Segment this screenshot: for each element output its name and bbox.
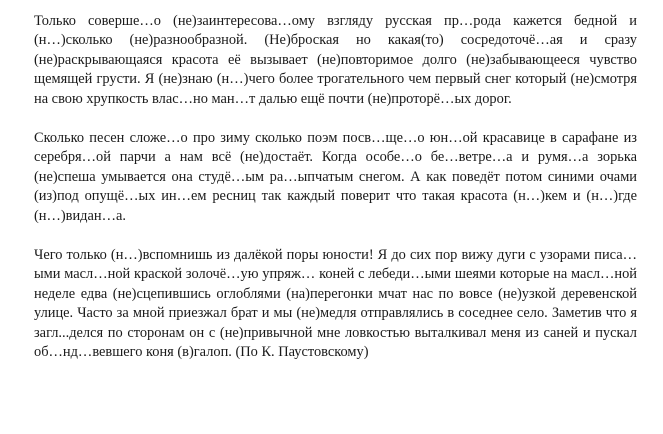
document-text <box>34 12 637 363</box>
paragraph-3: Чего только (н…)вспомнишь из далёкой поры юности! Я до сих пор вижу дуги с узорами писа…ыми масл…ной краской золочё…ую упряж… коней с лебеди…ыми шеями которые на масл…ной неделе едва (не)сцепившись оглоблями (на)перегонки мчат нас по вовсе (не)узкой деревенской улице. Часто за мной приезжал брат и мы (не)медля отправлялись в соседнее село. Заметив что я загл...делся по сторонам он с (не)привычной мне ловкостью выталкивал меня из саней и пускал об…нд…вевшего коня (в)галоп. (По К. Паустовскому) <box>34 247 637 361</box>
paragraph-2: Сколько песен сложе…о про зиму сколько поэм посв…ще…о юн…ой красавице в сарафане из серебря…ой парчи а нам всё (не)достаёт. Когда особе…о бе…ветре…а и румя…а зорька (не)спеша умывается она студё…ым ра…ыпчатым снегом. А как поведёт потом синими очами (из)под опущё…ых ин…ем ресниц так каждый поверит что такая красота (н…)кем и (н…)где (н…)видан…а. <box>34 130 637 224</box>
paragraph-1: Только соверше…о (не)заинтересова…ому взгляду русская пр…рода кажется бедной и (н…)сколько (не)разнообразной. (Не)броская но какая(то) сосредоточё…ая и сразу (не)раскрывающаяся красота её вызывает (не)повторимое долго (не)забывающееся чувство щемящей грусти. Я (не)знаю (н…)чего более трогательного чем первый снег который (не)смотря на свою хрупкость влас…но ман…т далью ещё почти (не)проторё…ых дорог. <box>34 13 637 107</box>
